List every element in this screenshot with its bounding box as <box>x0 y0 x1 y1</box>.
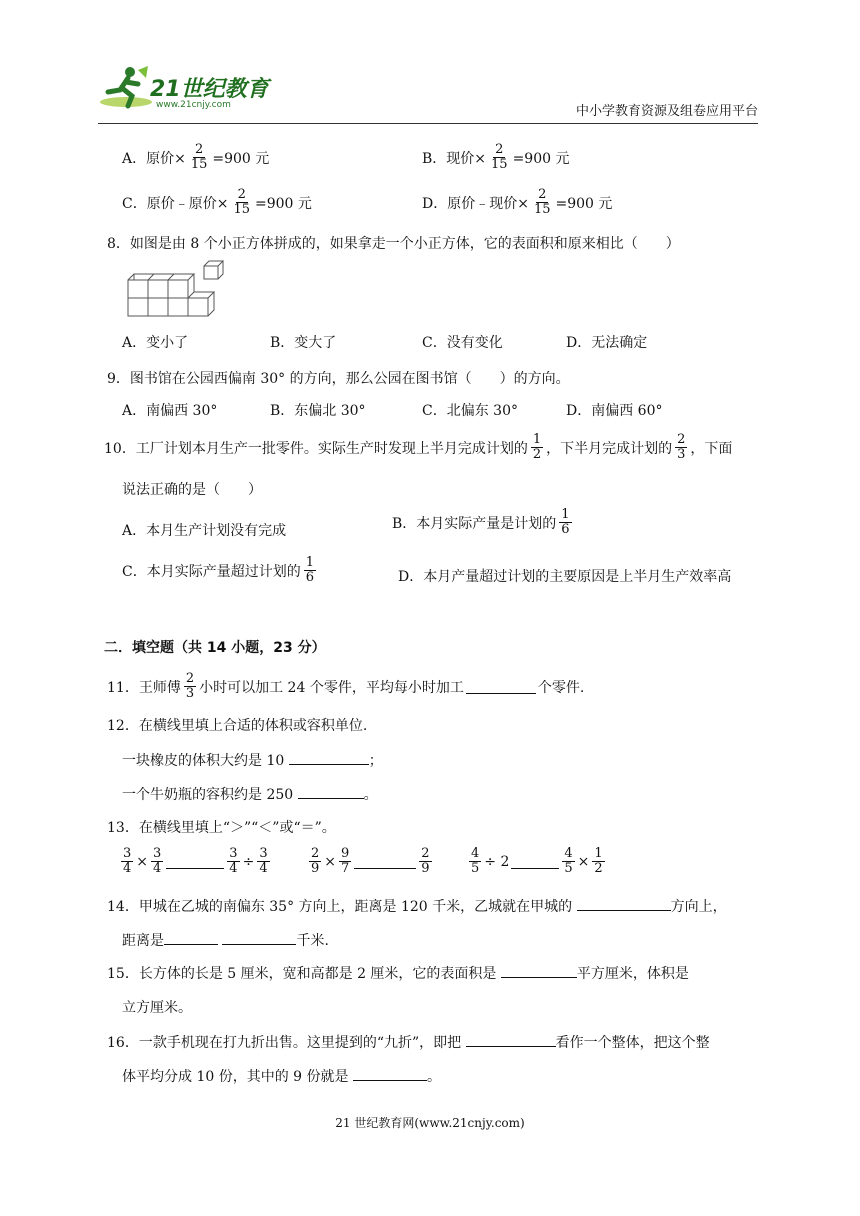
q7-option-c: C．原价﹣原价× $\frac{2}{15}$ =900 元 <box>122 187 312 217</box>
fraction: $\frac{3}{4}$ <box>153 846 162 876</box>
q9-option-d: D．南偏西 60° <box>566 403 663 419</box>
answer-blank[interactable] <box>466 1032 556 1047</box>
answer-blank[interactable] <box>222 930 296 945</box>
answer-blank[interactable] <box>164 930 218 945</box>
q9-stem: 9．图书馆在公园西偏南 30° 的方向，那么公园在图书馆（ ）的方向。 <box>107 371 570 387</box>
q16-line2: 体平均分成 10 份，其中的 9 份就是 。 <box>122 1066 441 1086</box>
answer-blank[interactable] <box>353 1066 427 1081</box>
fraction: $\frac{1}{6}$ <box>561 507 570 537</box>
q8-stem: 8．如图是由 8 个小正方体拼成的，如果拿走一个小正方体，它的表面积和原来相比（ ） <box>107 236 680 252</box>
logo <box>98 62 268 114</box>
fraction: $\frac{3}{4}$ <box>123 846 132 876</box>
page-footer: 21 世纪教育网(www.21cnjy.com) <box>335 1116 525 1130</box>
q10-stem: 10．工厂计划本月生产一批零件。实际生产时发现上半月完成计划的 $\frac{1}{2}$ ，下半月完成计划的 $\frac{2}{3}$ ，下面 <box>104 432 733 462</box>
logo-text: 21世纪教育 <box>150 77 269 102</box>
answer-blank[interactable] <box>166 867 224 869</box>
q9-option-a: A．南偏西 30° <box>122 403 218 419</box>
q13-stem: 13．在横线里填上“＞”“＜”或“＝”。 <box>107 820 336 836</box>
answer-blank[interactable] <box>501 963 577 978</box>
answer-blank[interactable] <box>577 896 671 911</box>
fraction: $\frac{4}{5}$ <box>564 846 573 876</box>
answer-blank[interactable] <box>289 750 369 765</box>
fraction: $\frac{2}{9}$ <box>311 846 320 876</box>
q9-option-c: C．北偏东 30° <box>422 403 518 419</box>
fraction: $\frac{1}{2}$ <box>594 846 603 876</box>
header-divider <box>98 123 758 124</box>
q8-option-d: D．无法确定 <box>566 335 648 351</box>
q7-option-d: D．原价﹣现价× $\frac{2}{15}$ =900 元 <box>422 187 613 217</box>
q8-option-a: A．变小了 <box>122 335 189 351</box>
q15-line1: 15．长方体的长是 5 厘米，宽和高都是 2 厘米，它的表面积是 平方厘米，体积是 <box>107 963 689 983</box>
q10-option-d: D．本月产量超过计划的主要原因是上半月生产效率高 <box>398 569 732 585</box>
q12-line2: 一个牛奶瓶的容积约是 250 。 <box>122 784 378 804</box>
q7-option-b: B．现价× $\frac{2}{15}$ =900 元 <box>422 142 570 172</box>
q14-line2: 距离是 千米. <box>122 930 329 950</box>
fraction: $\frac{3}{4}$ <box>229 846 238 876</box>
fraction: $\frac{2}{15}$ <box>491 142 508 172</box>
q10-stem-cont: 说法正确的是（ ） <box>122 482 262 498</box>
q9-option-b: B．东偏北 30° <box>270 403 366 419</box>
q13-expr-3: $\frac{4}{5}$ ÷ 2 $\frac{4}{5}$ × $\frac{1}{2}$ <box>471 846 603 876</box>
q10-option-a: A．本月生产计划没有完成 <box>122 523 287 539</box>
answer-blank[interactable] <box>354 867 416 869</box>
q8-option-c: C．没有变化 <box>422 335 503 351</box>
q13-expr-2: $\frac{2}{9}$ × $\frac{9}{7}$ $\frac{2}{9}$ <box>311 846 430 876</box>
q10-option-b: B．本月实际产量是计划的 $\frac{1}{6}$ <box>392 507 570 537</box>
fraction: $\frac{2}{3}$ <box>185 671 195 701</box>
fraction: $\frac{2}{15}$ <box>190 142 208 172</box>
q7-option-a: A．原价× $\frac{2}{15}$ =900 元 <box>122 142 270 172</box>
section-title: 二．填空题（共 14 小题，23 分） <box>104 640 326 656</box>
q10-option-c: C．本月实际产量超过计划的 $\frac{1}{6}$ <box>122 555 314 585</box>
q8-option-b: B．变大了 <box>270 335 337 351</box>
platform-title: 中小学教育资源及组卷应用平台 <box>575 104 758 119</box>
fraction: $\frac{3}{4}$ <box>259 846 268 876</box>
cube-figure <box>126 258 226 324</box>
q12-stem: 12．在横线里填上合适的体积或容积单位. <box>107 718 368 734</box>
cubes-icon <box>126 258 226 320</box>
fraction: $\frac{2}{3}$ <box>677 432 686 462</box>
q14-line1: 14．甲城在乙城的南偏东 35° 方向上，距离是 120 千米，乙城就在甲城的 方向上， <box>107 896 727 916</box>
q11: 11．王师傅 $\frac{2}{3}$ 小时可以加工 24 个零件，平均每小时加工 个零件. <box>107 671 585 701</box>
fraction: $\frac{2}{15}$ <box>533 187 551 217</box>
answer-blank[interactable] <box>511 867 559 869</box>
fraction: $\frac{9}{7}$ <box>341 846 350 876</box>
logo-url: www.21cnjy.com <box>156 100 231 110</box>
fraction: $\frac{2}{15}$ <box>233 187 250 217</box>
q13-expr-1: $\frac{3}{4}$ × $\frac{3}{4}$ $\frac{3}{4}$ ÷ $\frac{3}{4}$ <box>123 846 268 876</box>
answer-blank[interactable] <box>298 784 364 799</box>
q12-line1: 一块橡皮的体积大约是 10 ； <box>122 750 383 770</box>
fraction: $\frac{1}{2}$ <box>532 432 542 462</box>
q15-line2: 立方厘米。 <box>122 1000 192 1016</box>
fraction: $\frac{1}{6}$ <box>305 555 314 585</box>
answer-blank[interactable] <box>466 679 536 694</box>
fraction: $\frac{4}{5}$ <box>471 846 480 876</box>
q16-line1: 16．一款手机现在打九折出售。这里提到的“九折”，即把 看作一个整体，把这个整 <box>107 1032 710 1052</box>
fraction: $\frac{2}{9}$ <box>421 846 430 876</box>
